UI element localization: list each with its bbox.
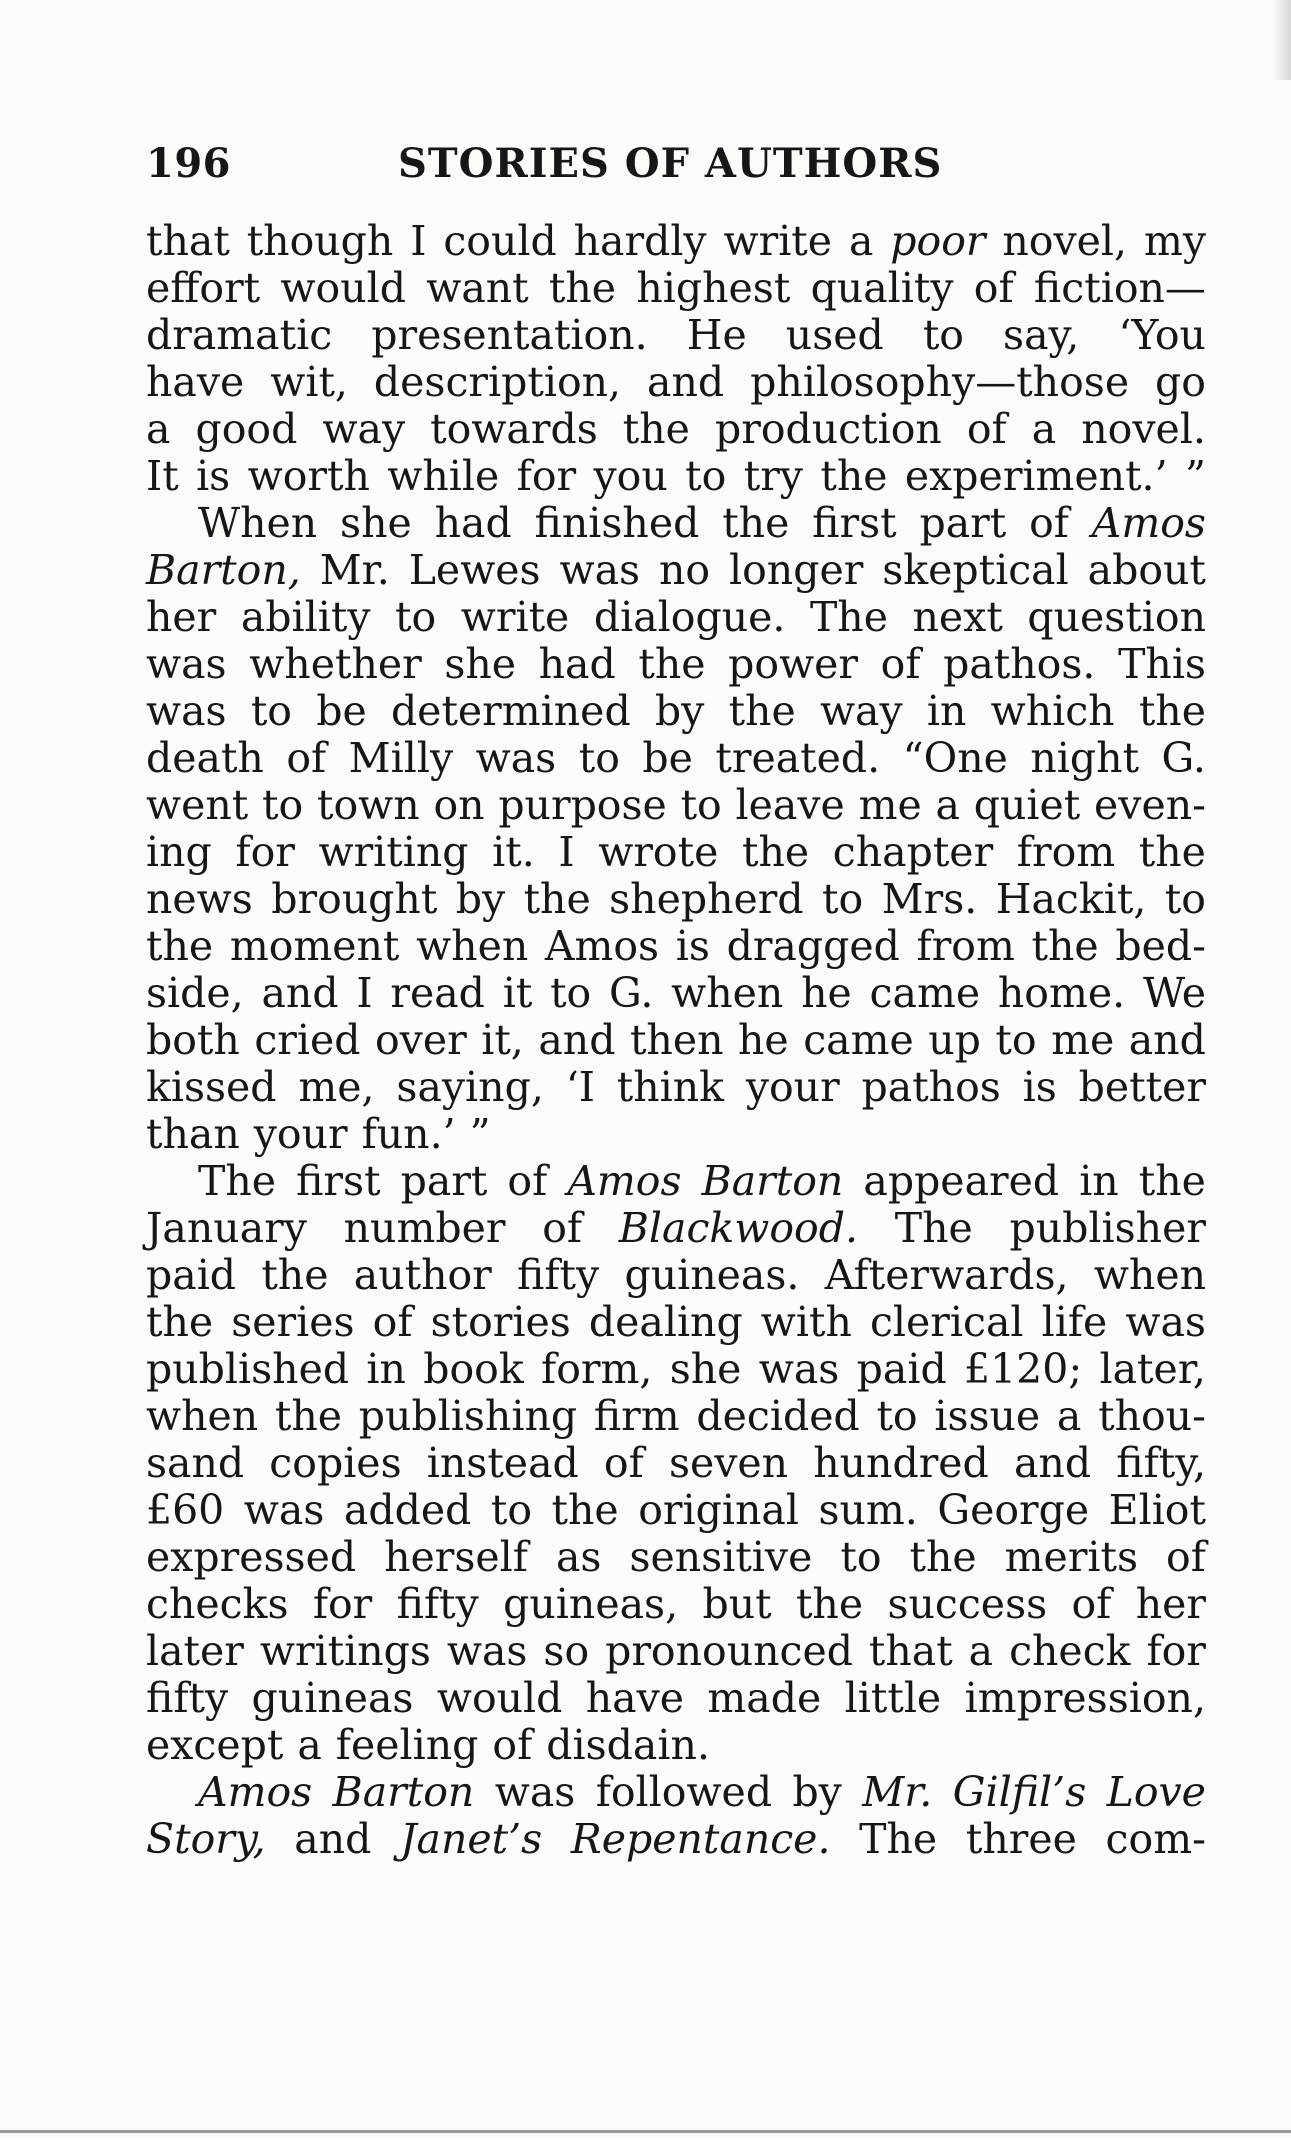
text-line-24: the series of stories dealing with clerical life was — [146, 1298, 1206, 1346]
text-line-13: went to town on purpose to leave me a quiet even- — [146, 781, 1206, 829]
text-line-16: the moment when Amos is dragged from the bed- — [146, 922, 1206, 970]
page-bottom-edge — [0, 2130, 1291, 2133]
text-line-5: a good way towards the production of a novel. — [146, 405, 1206, 453]
text-line-8: Barton, Mr. Lewes was no longer skeptical about — [146, 546, 1206, 594]
text-line-30: checks for fifty guineas, but the success of her — [146, 1580, 1206, 1628]
text-line-25: published in book form, she was paid £120; later, — [146, 1345, 1206, 1393]
text-line-7: When she had finished the first part of Amos — [198, 499, 1206, 547]
text-line-29: expressed herself as sensitive to the merits of — [146, 1533, 1206, 1581]
text-line-2: effort would want the highest quality of fiction— — [146, 264, 1206, 312]
running-head: STORIES OF AUTHORS — [398, 140, 943, 187]
text-line-27: sand copies instead of seven hundred and fifty, — [146, 1439, 1206, 1487]
text-line-23: paid the author fifty guineas. Afterwards, when — [146, 1251, 1206, 1299]
text-line-9: her ability to write dialogue. The next question — [146, 593, 1206, 641]
text-line-11: was to be determined by the way in which the — [146, 687, 1206, 735]
text-line-19: kissed me, saying, ‘I think your pathos is better — [146, 1063, 1206, 1111]
page-edge-shadow — [1272, 0, 1291, 80]
text-line-20: than your fun.’ ” — [146, 1110, 491, 1158]
text-line-22: January number of Blackwood. The publisher — [146, 1204, 1206, 1252]
text-line-12: death of Milly was to be treated. “One night G. — [146, 734, 1206, 782]
text-line-28: £60 was added to the original sum. George Eliot — [146, 1486, 1206, 1534]
text-line-35: Story, and Janet’s Repentance. The three com- — [146, 1815, 1206, 1863]
text-line-32: fifty guineas would have made little impression, — [146, 1674, 1206, 1722]
text-line-1: that though I could hardly write a poor novel, my — [146, 217, 1206, 265]
page-number: 196 — [146, 140, 231, 187]
page-header — [146, 140, 1206, 194]
text-line-21: The first part of Amos Barton appeared in the — [198, 1157, 1206, 1205]
body-text — [146, 218, 1206, 1863]
text-line-17: side, and I read it to G. when he came home. We — [146, 969, 1206, 1017]
text-line-10: was whether she had the power of pathos. This — [146, 640, 1206, 688]
text-line-34: Amos Barton was followed by Mr. Gilfil’s Love — [198, 1768, 1206, 1816]
text-line-26: when the publishing firm decided to issue a thou- — [146, 1392, 1206, 1440]
text-line-4: have wit, description, and philosophy—those go — [146, 358, 1206, 406]
text-line-3: dramatic presentation. He used to say, ‘You — [146, 311, 1206, 359]
text-line-31: later writings was so pronounced that a check for — [146, 1627, 1206, 1675]
text-line-18: both cried over it, and then he came up to me and — [146, 1016, 1206, 1064]
text-line-14: ing for writing it. I wrote the chapter from the — [146, 828, 1206, 876]
text-line-33: except a feeling of disdain. — [146, 1721, 710, 1769]
text-line-6: It is worth while for you to try the experiment.’ ” — [146, 452, 1206, 500]
text-line-15: news brought by the shepherd to Mrs. Hackit, to — [146, 875, 1206, 923]
